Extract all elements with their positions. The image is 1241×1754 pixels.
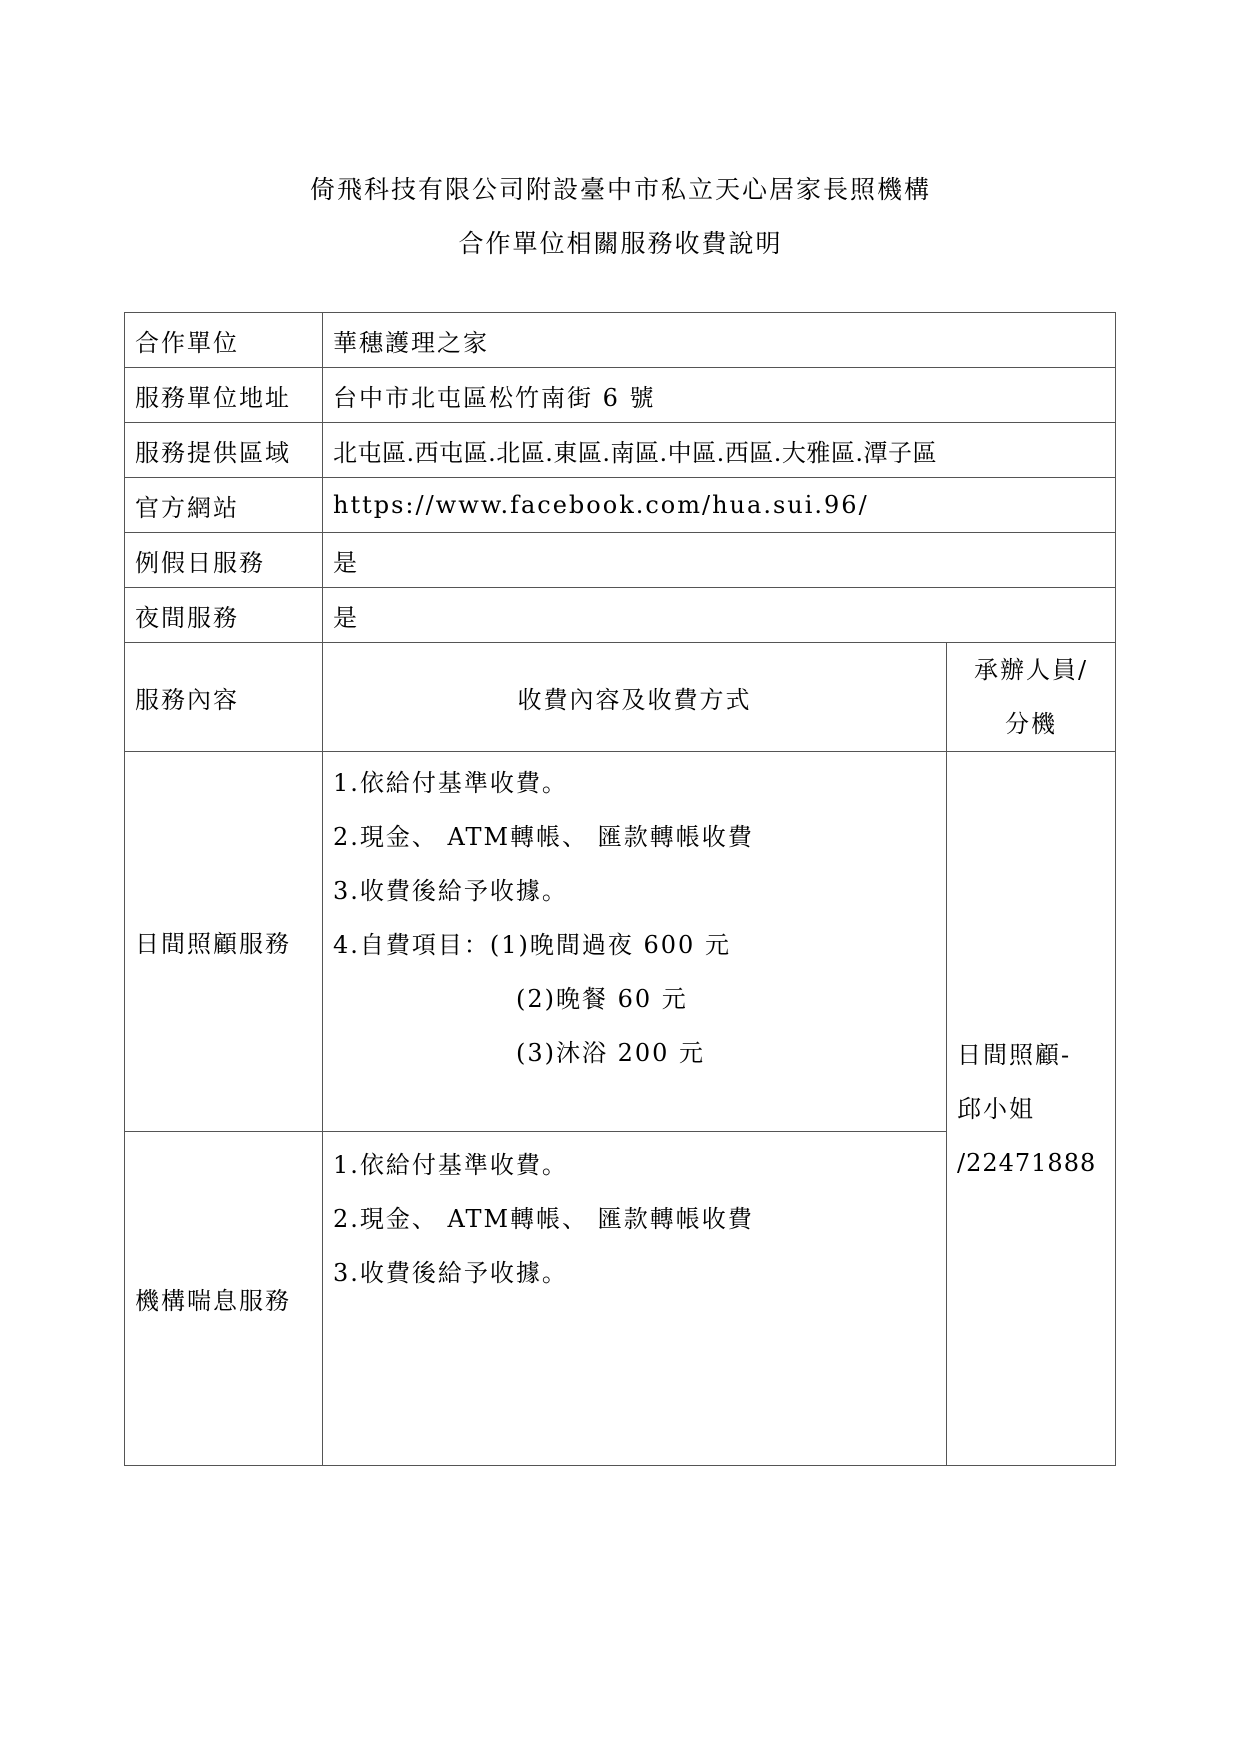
partner-value: 華穗護理之家 xyxy=(323,313,1116,368)
col-header-fee: 收費內容及收費方式 xyxy=(323,643,947,752)
contact-cell xyxy=(947,752,1116,1466)
table-row-website xyxy=(125,478,1116,533)
contact-line-2: 邱小姐 xyxy=(957,1094,1035,1123)
table-row-address xyxy=(125,368,1116,423)
area-value: 北屯區.西屯區.北區.東區.南區.中區.西區.大雅區.潭子區 xyxy=(323,423,1116,478)
website-link[interactable]: https://www.facebook.com/hua.sui.96/ xyxy=(323,478,1116,533)
night-label: 夜間服務 xyxy=(125,588,323,643)
address-label: 服務單位地址 xyxy=(125,368,323,423)
holiday-label: 例假日服務 xyxy=(125,533,323,588)
table-row-holiday xyxy=(125,533,1116,588)
day-care-fee-cell xyxy=(323,752,947,1132)
col-header-contact xyxy=(947,643,1116,752)
table-row-day-care xyxy=(125,752,1116,1132)
respite-line-2: 2.現金、 ATM轉帳、 匯款轉帳收費 xyxy=(333,1205,754,1233)
day-care-line-4: 4.自費項目：(1)晚間過夜 600 元 xyxy=(333,931,731,959)
area-label: 服務提供區域 xyxy=(125,423,323,478)
day-care-line-3: 3.收費後給予收據。 xyxy=(333,877,568,905)
holiday-value: 是 xyxy=(323,533,1116,588)
respite-label: 機構喘息服務 xyxy=(125,1132,323,1466)
partner-label: 合作單位 xyxy=(125,313,323,368)
respite-line-1: 1.依給付基準收費。 xyxy=(333,1151,568,1179)
day-care-sub-item-3: (3)沐浴 200 元 xyxy=(516,1039,706,1067)
col-header-service: 服務內容 xyxy=(125,643,323,752)
website-label: 官方網站 xyxy=(125,478,323,533)
document-subtitle: 合作單位相關服務收費說明 xyxy=(458,229,783,258)
contact-phone: /22471888 xyxy=(957,1148,1097,1177)
day-care-line-1: 1.依給付基準收費。 xyxy=(333,769,568,797)
respite-line-3: 3.收費後給予收據。 xyxy=(333,1259,568,1287)
table-row-area xyxy=(125,423,1116,478)
address-value: 台中市北屯區松竹南街 6 號 xyxy=(323,368,1116,423)
document-title: 倚飛科技有限公司附設臺中市私立天心居家長照機構 xyxy=(309,175,931,204)
day-care-line-2: 2.現金、 ATM轉帳、 匯款轉帳收費 xyxy=(333,823,754,851)
table-header-row xyxy=(125,643,1116,752)
day-care-label: 日間照顧服務 xyxy=(125,752,323,1132)
day-care-sub-item-2: (2)晚餐 60 元 xyxy=(516,985,688,1013)
service-fee-table xyxy=(124,312,1116,1466)
night-value: 是 xyxy=(323,588,1116,643)
col-header-contact-line2: 分機 xyxy=(1005,710,1057,738)
contact-line-1: 日間照顧- xyxy=(957,1040,1072,1069)
col-header-contact-line1: 承辦人員/ xyxy=(973,656,1089,684)
table-row-partner xyxy=(125,313,1116,368)
respite-fee-cell xyxy=(323,1132,947,1466)
table-row-night xyxy=(125,588,1116,643)
